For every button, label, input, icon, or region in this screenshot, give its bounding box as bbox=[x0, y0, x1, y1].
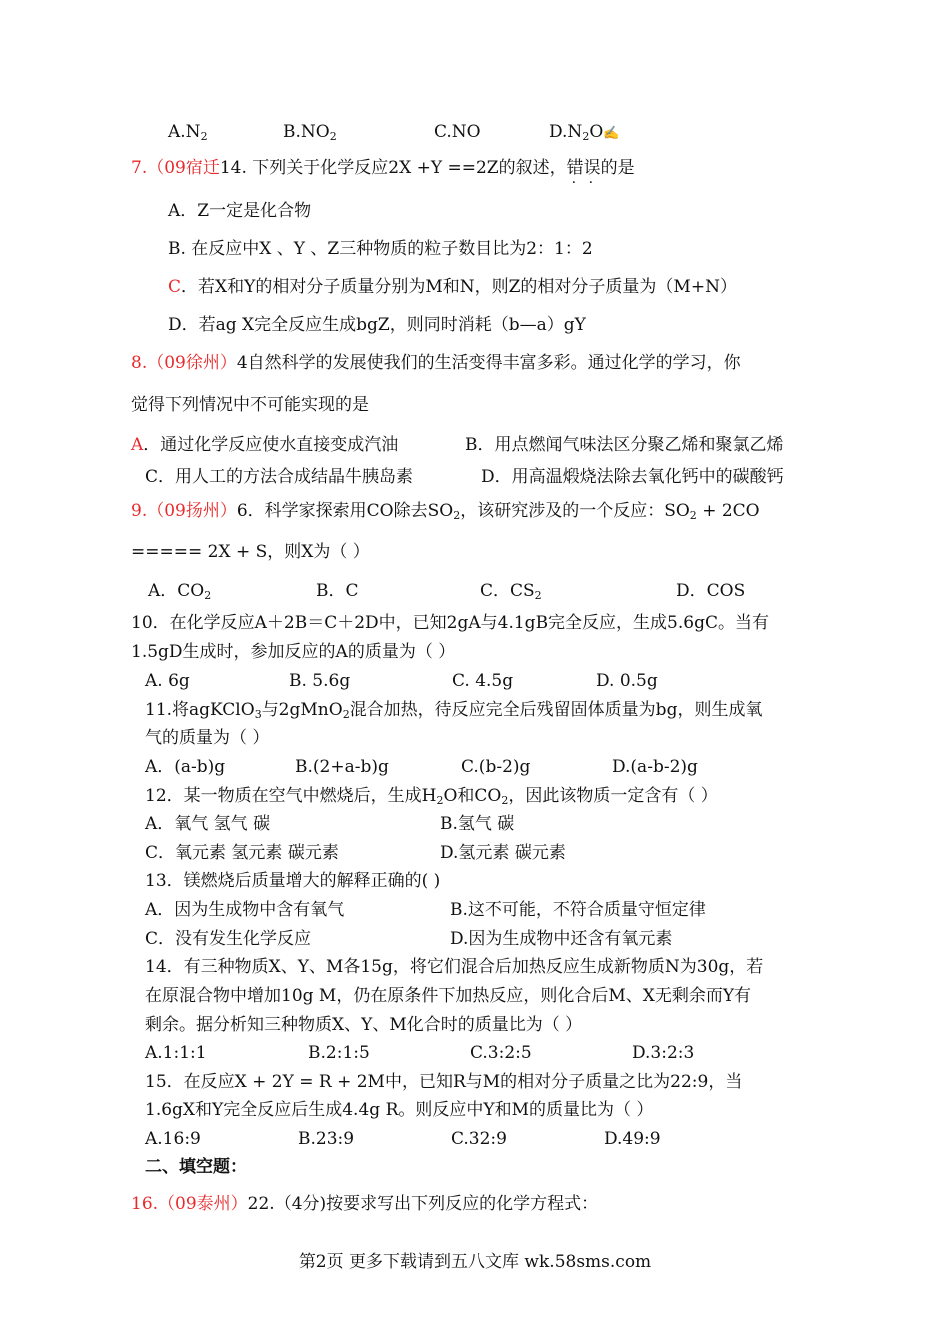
q15-option-c: C.32:9 bbox=[451, 1129, 507, 1149]
q9-stem-line1: 9.（09扬州）6．科学家探索用CO除去$SO_2$，该研究涉及的一个反应：$SO_2 + 2CO$ bbox=[131, 501, 760, 522]
q11-option-a: A．(a-b)g bbox=[145, 757, 226, 777]
q12-option-a: A．氧气 氢气 碳 bbox=[145, 814, 271, 834]
q14-stem-line3: 剩余。据分析知三种物质X、Y、M化合时的质量比为（ ） bbox=[145, 1015, 583, 1035]
q8-stem-line2: 觉得下列情况中不可能实现的是 bbox=[131, 395, 369, 415]
q14-stem-line2: 在原混合物中增加10g M，仍在原条件下加热反应，则化合后M、X无剩余而Y有 bbox=[145, 986, 752, 1006]
q11-stem-line2: 气的质量为（ ） bbox=[145, 728, 270, 748]
mouse-cursor-icon: ✍ bbox=[603, 126, 620, 141]
q8-option-d: D．用高温煅烧法除去氧化钙中的碳酸钙 bbox=[481, 467, 784, 487]
q9-option-c: C．$CS_2$ bbox=[480, 581, 542, 602]
q12-option-c: C．氧元素 氢元素 碳元素 bbox=[145, 843, 339, 863]
q11-option-c: C.(b-2)g bbox=[461, 757, 531, 777]
q6-option-d: $D.N_2O✍$ bbox=[549, 122, 620, 143]
q8-stem-line1: 8.（09徐州）4自然科学的发展使我们的生活变得丰富多彩。通过化学的学习，你 bbox=[131, 353, 741, 373]
q10-option-a: A. 6g bbox=[145, 671, 190, 691]
q8-option-a: A．通过化学反应使水直接变成汽油 bbox=[131, 435, 399, 455]
q15-stem-line2: 1.6gX和Y完全反应后生成4.4g R。则反应中Y和M的质量比为（ ） bbox=[145, 1100, 654, 1120]
q9-option-d: D．COS bbox=[676, 581, 746, 601]
q10-option-c: C. 4.5g bbox=[452, 671, 514, 691]
q15-option-b: B.23:9 bbox=[298, 1129, 355, 1149]
q7-option-a: A．Z一定是化合物 bbox=[168, 201, 312, 221]
q13-stem: 13．镁燃烧后质量增大的解释正确的( ) bbox=[145, 871, 441, 891]
q10-stem-line2: 1.5gD生成时，参加反应的A的质量为（ ） bbox=[131, 642, 456, 662]
section-heading: 二、填空题： bbox=[145, 1157, 247, 1177]
q16-stem: 16.（09泰州）22.（4分)按要求写出下列反应的化学方程式： bbox=[131, 1194, 599, 1214]
q14-option-a: A.1:1:1 bbox=[145, 1043, 207, 1063]
q14-option-c: C.3:2:5 bbox=[470, 1043, 532, 1063]
q15-option-d: D.49:9 bbox=[604, 1129, 661, 1149]
q12-stem: 12．某一物质在空气中燃烧后，生成$H_2O$和$CO_2$，因此该物质一定含有（ ） bbox=[145, 786, 718, 807]
q13-option-b: B.这不可能，不符合质量守恒定律 bbox=[450, 900, 706, 920]
q7-option-d: D．若ag X完全反应生成bgZ，则同时消耗（b—a）gY bbox=[168, 315, 586, 335]
page-footer: 第2页 更多下载请到五八文库 wk.58sms.com bbox=[298, 1252, 652, 1272]
q9-stem-line2: ===== 2X + S，则X为（ ） bbox=[131, 542, 370, 562]
q7-stem: 7.（09宿迁14. 下列关于化学反应2X +Y ==2Z的叙述，错误的是 bbox=[131, 158, 635, 178]
q10-option-d: D. 0.5g bbox=[596, 671, 658, 691]
q10-option-b: B. 5.6g bbox=[289, 671, 351, 691]
q14-stem-line1: 14．有三种物质X、Y、M各15g，将它们混合后加热反应生成新物质N为30g，若 bbox=[145, 957, 764, 977]
q14-option-b: B.2:1:5 bbox=[308, 1043, 370, 1063]
q9-option-b: B．C bbox=[316, 581, 359, 601]
q7-option-c: C．若X和Y的相对分子质量分别为M和N，则Z的相对分子质量为（M+N） bbox=[168, 277, 737, 297]
q8-option-c: C．用人工的方法合成结晶牛胰岛素 bbox=[145, 467, 414, 487]
q6-option-a: $A.N_2$ bbox=[168, 122, 208, 143]
q14-option-d: D.3:2:3 bbox=[632, 1043, 695, 1063]
q15-stem-line1: 15．在反应X + 2Y = R + 2M中，已知R与M的相对分子质量之比为22:9，当 bbox=[145, 1072, 743, 1092]
q13-option-d: D.因为生成物中还含有氧元素 bbox=[450, 929, 673, 949]
q6-option-c: C.NO bbox=[434, 122, 481, 142]
q7-option-b: B. 在反应中X 、Y 、Z三种物质的粒子数目比为2：1：2 bbox=[168, 239, 593, 259]
q6-option-b: $B.NO_2$ bbox=[283, 122, 337, 143]
q11-option-b: B.(2+a-b)g bbox=[295, 757, 389, 777]
q13-option-a: A．因为生成物中含有氧气 bbox=[145, 900, 345, 920]
q13-option-c: C．没有发生化学反应 bbox=[145, 929, 312, 949]
q11-option-d: D.(a-b-2)g bbox=[612, 757, 698, 777]
q12-option-d: D.氢元素 碳元素 bbox=[440, 843, 566, 863]
q15-option-a: A.16:9 bbox=[145, 1129, 201, 1149]
q12-option-b: B.氢气 碳 bbox=[440, 814, 515, 834]
q10-stem-line1: 10．在化学反应A＋2B＝C＋2D中，已知2gA与4.1gB完全反应，生成5.6gC。当有 bbox=[131, 613, 769, 633]
q9-option-a: A．$CO_2$ bbox=[148, 581, 212, 602]
q11-stem-line1: 11.将agKClO$_3$与2gMnO$_2$混合加热，待反应完全后残留固体质量为bg，则生成氧 bbox=[145, 700, 763, 721]
q7-source: 7.（09宿迁 bbox=[131, 158, 220, 178]
q8-option-b: B．用点燃闻气味法区分聚乙烯和聚氯乙烯 bbox=[465, 435, 784, 455]
